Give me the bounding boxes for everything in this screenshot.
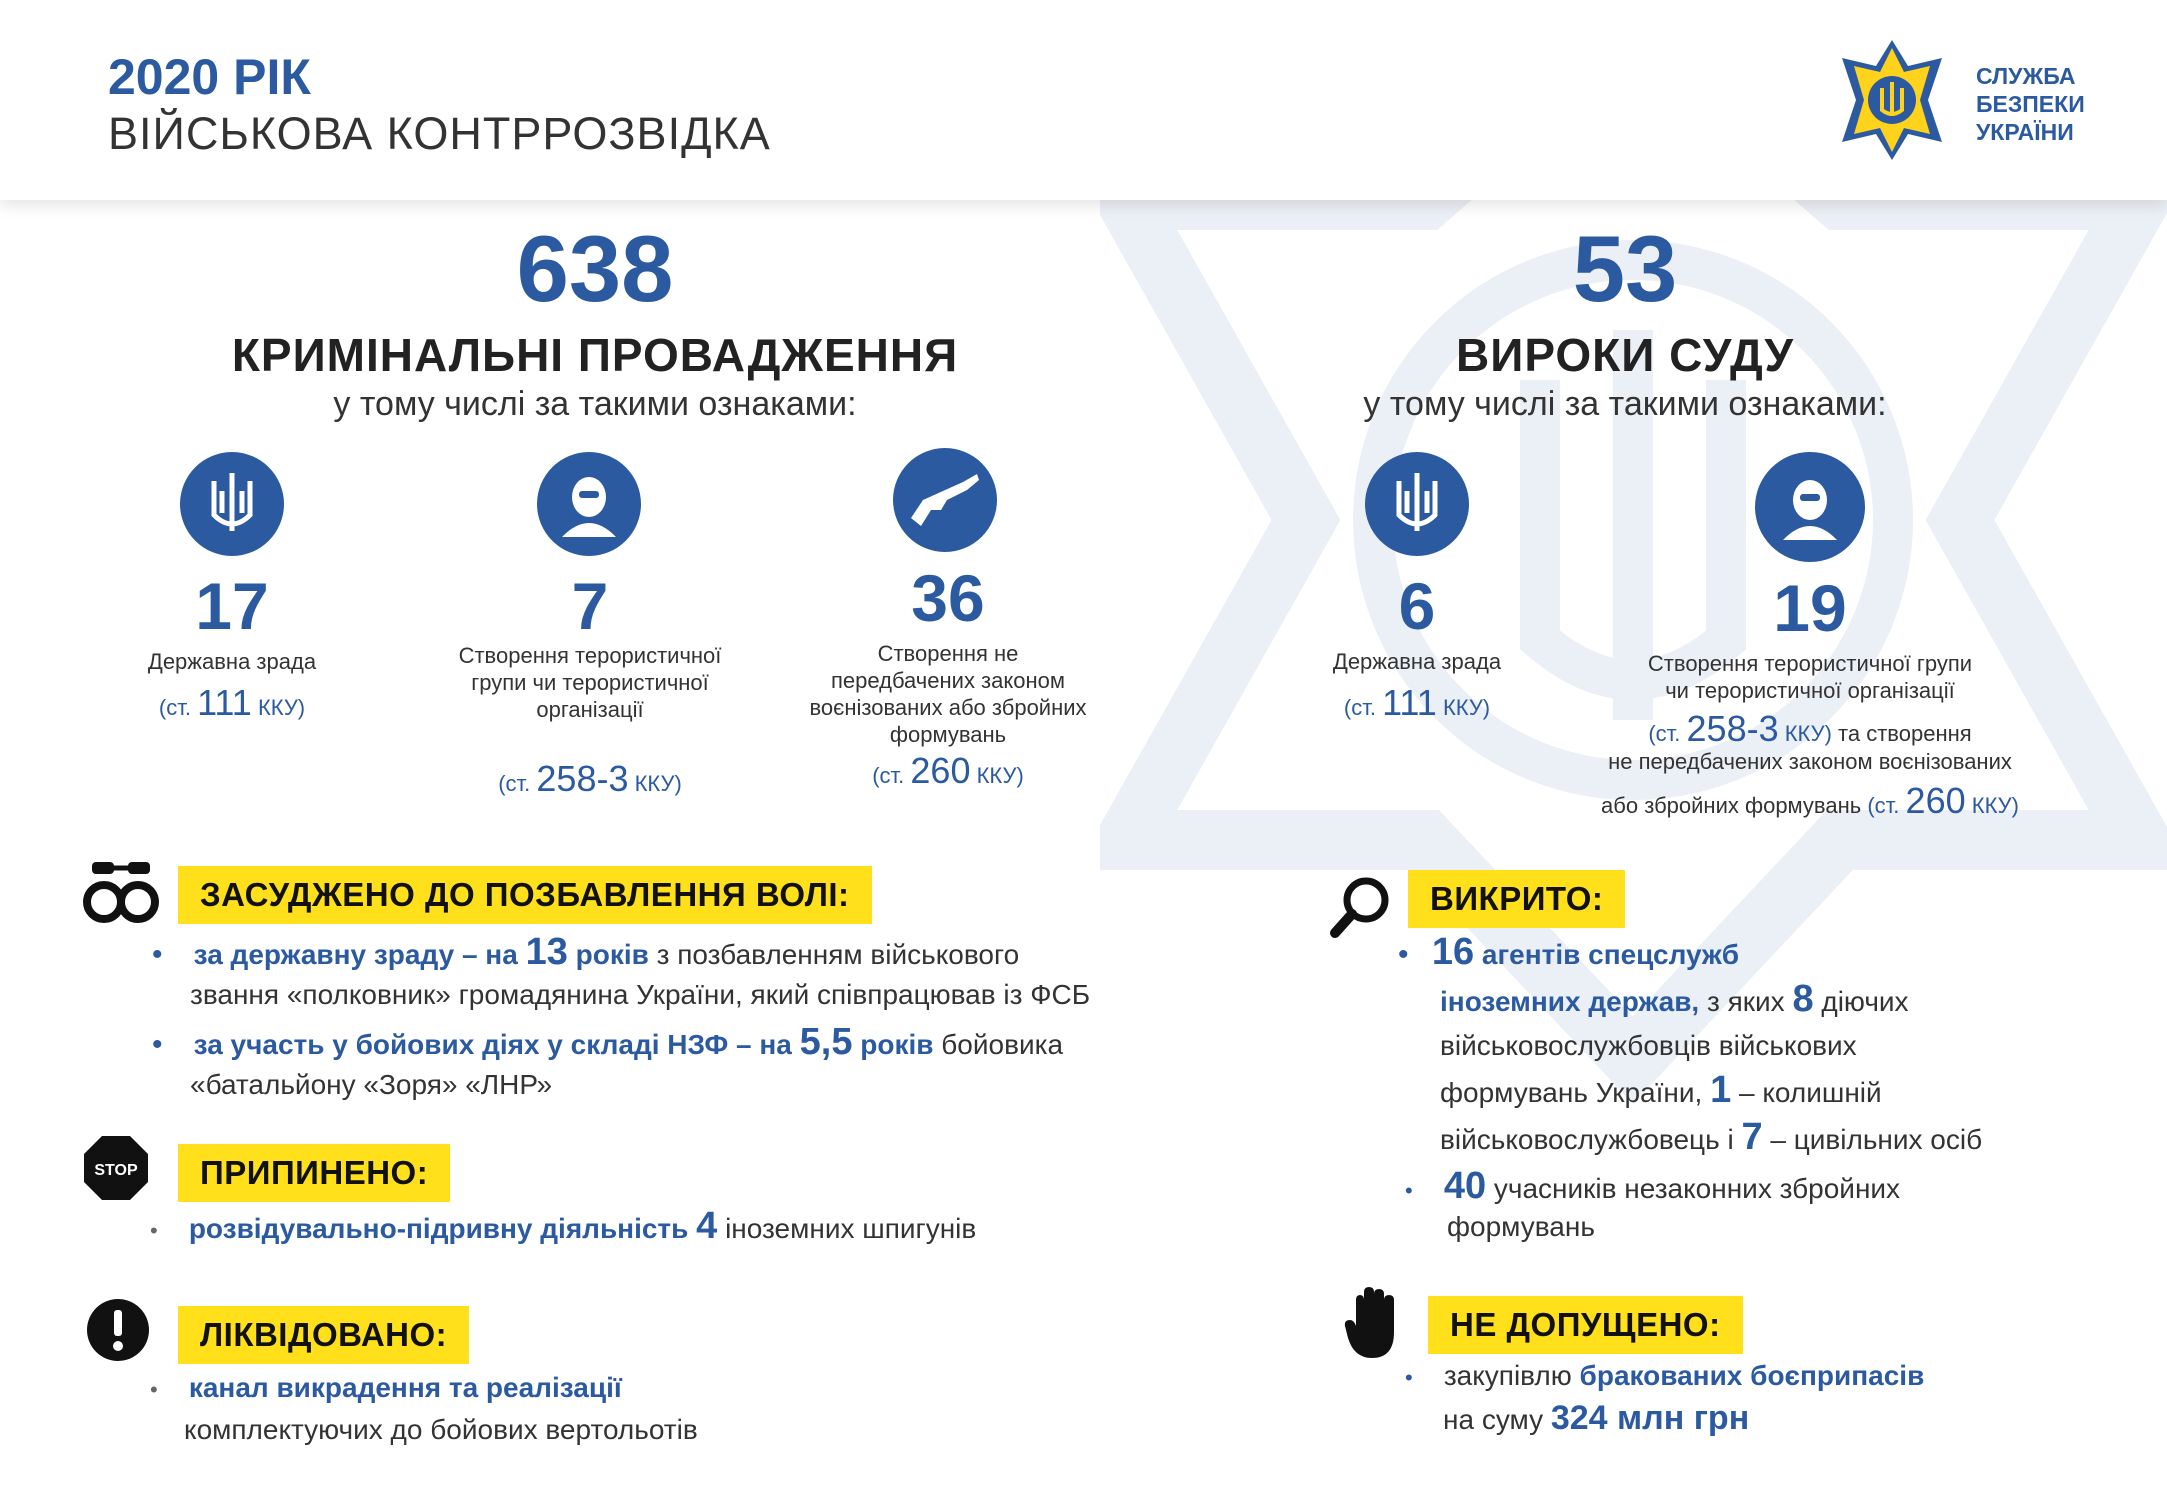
convicted-item [152, 1022, 1202, 1105]
stat-label: Державна зрада [1332, 649, 1502, 674]
sbu-logo-icon [1822, 36, 1962, 164]
bullet: • [1405, 1178, 1413, 1203]
emphasis: за державну зраду [193, 939, 455, 970]
stat-value: 7 [571, 569, 609, 643]
text: військовослужбовець і [1440, 1124, 1734, 1155]
stat-label: Створення не передбачених законом воєнізованих або збройних формувань [809, 641, 1087, 747]
rifle-icon [893, 448, 997, 552]
text: на суму [1443, 1404, 1544, 1435]
exposed-title: ВИКРИТО: [1408, 870, 1625, 928]
stat-label: Державна зрада [147, 649, 317, 674]
art-suffix: ККУ) [257, 695, 306, 720]
emphasis: років [860, 1029, 934, 1060]
art-prefix: (ст. [872, 763, 905, 788]
value: 5,5 [799, 1021, 853, 1063]
emphasis: розвідувально-підривну діяльність [188, 1213, 689, 1244]
stat-label [1560, 650, 2060, 704]
criminal-cases-title: КРИМІНАЛЬНІ ПРОВАДЖЕННЯ [231, 329, 959, 381]
criminal-cases-total: 638 [516, 216, 674, 321]
bullet: • [152, 1028, 163, 1061]
trident-icon [1365, 452, 1469, 556]
art-suffix: ККУ) [1784, 721, 1832, 746]
stat-value: 6 [1398, 569, 1436, 643]
court-verdicts-total: 53 [1572, 216, 1678, 321]
art-prefix: (ст. [158, 695, 191, 720]
label-line: Створення терористичної групи [1647, 651, 1973, 676]
value: 7 [1741, 1116, 1763, 1158]
emphasis: іноземних держав, [1440, 986, 1700, 1017]
value: 4 [696, 1205, 718, 1247]
art-suffix: ККУ) [1971, 793, 2019, 818]
prevented-title: НЕ ДОПУЩЕНО: [1428, 1296, 1743, 1354]
year-title: 2020 РІК [108, 49, 311, 105]
art-number: 111 [197, 682, 252, 723]
stat-label: Створення терористичної групи чи терористичної організації [458, 643, 722, 722]
text: – колишній [1739, 1077, 1882, 1108]
logo-line: БЕЗПЕКИ [1976, 91, 2085, 117]
label-extra: не передбачених законом воєнізованих [1608, 749, 2012, 774]
stopped-title: ПРИПИНЕНО: [178, 1144, 450, 1202]
text: комплектуючих до бойових вертольотів [184, 1414, 698, 1445]
value: 40 [1443, 1165, 1487, 1207]
logo-line: УКРАЇНИ [1976, 119, 2074, 145]
stat-article [1560, 708, 2060, 750]
art-prefix: (ст. [498, 771, 531, 796]
bullet: • [152, 938, 163, 971]
stat-value: 17 [195, 569, 269, 643]
stop-hand-icon [1344, 1286, 1406, 1360]
trident-icon [180, 452, 284, 556]
stat-value: 19 [1773, 571, 1847, 645]
art-suffix: ККУ) [976, 763, 1024, 788]
convicted-item [152, 932, 1202, 1015]
value: 1 [1710, 1069, 1732, 1111]
art-suffix: ККУ) [1442, 695, 1491, 720]
bullet: • [1405, 1365, 1413, 1390]
text: діючих [1821, 986, 1909, 1017]
liquidated-item [150, 1368, 1200, 1450]
convicted-title: ЗАСУДЖЕНО ДО ПОЗБАВЛЕННЯ ВОЛІ: [178, 866, 872, 924]
art-prefix: (ст. [1867, 793, 1900, 818]
exclamation-icon [86, 1298, 150, 1362]
text: формувань [1447, 1211, 1595, 1242]
text: іноземних шпигунів [725, 1213, 977, 1244]
balaclava-icon [537, 452, 641, 556]
art-number: 260 [1905, 780, 1966, 821]
stopped-item [150, 1206, 1200, 1251]
text: з яких [1707, 986, 1785, 1017]
label-line: чи терористичної організації [1665, 678, 1955, 703]
stat-article [1267, 682, 1567, 724]
value: 16 [1431, 931, 1475, 973]
value: 8 [1792, 978, 1814, 1020]
label-extra: та створення [1838, 721, 1972, 746]
art-number: 260 [910, 750, 971, 791]
emphasis: канал викрадення та реалізації [188, 1372, 622, 1403]
logo-line: СЛУЖБА [1976, 63, 2076, 89]
stop-sign-icon [82, 1134, 150, 1202]
text: формувань України, [1440, 1077, 1703, 1108]
prevented-item [1405, 1356, 2105, 1440]
page-subtitle: ВІЙСЬКОВА КОНТРРОЗВІДКА [108, 108, 771, 159]
art-prefix: (ст. [1648, 721, 1681, 746]
art-prefix: (ст. [1343, 695, 1376, 720]
emphasis: агентів спецслужб [1481, 939, 1740, 970]
text: бойовика [941, 1029, 1064, 1060]
text: – цивільних осіб [1770, 1124, 1983, 1155]
emphasis: за участь у бойових діях у складі НЗФ [193, 1029, 729, 1060]
emphasis: – на [461, 939, 518, 970]
text: з позбавленням військового [656, 939, 1020, 970]
balaclava-icon [1755, 452, 1865, 562]
magnifier-icon [1330, 876, 1392, 938]
stat-article [1560, 780, 2060, 822]
stat-article [798, 750, 1098, 792]
handcuffs-icon [82, 856, 160, 926]
text: «батальйону «Зоря» «ЛНР» [190, 1069, 553, 1100]
art-number: 258-3 [536, 758, 629, 799]
label-extra: або збройних формувань [1601, 793, 1862, 818]
court-verdicts-subtitle: у тому числі за такими ознаками: [1363, 385, 1887, 423]
text: звання «полковник» громадянина України, який співпрацював із ФСБ [190, 979, 1091, 1010]
stat-value: 36 [911, 561, 985, 635]
bullet: • [150, 1218, 158, 1243]
art-number: 111 [1382, 682, 1437, 723]
art-suffix: ККУ) [634, 771, 682, 796]
court-verdicts-title: ВИРОКИ СУДУ [1456, 329, 1794, 381]
emphasis: бракованих боєприпасів [1579, 1360, 1925, 1391]
sbu-logo-text [1976, 62, 2085, 146]
criminal-cases-subtitle: у тому числі за такими ознаками: [333, 385, 857, 423]
stop-sign-text: STOP [94, 1162, 138, 1179]
emphasis: – на [736, 1029, 792, 1060]
stat-article [440, 758, 740, 800]
art-number: 258-3 [1686, 708, 1779, 749]
value: 13 [525, 931, 568, 973]
text: закупівлю [1443, 1360, 1572, 1391]
bullet: • [150, 1377, 158, 1402]
emphasis: років [575, 939, 649, 970]
liquidated-title: ЛІКВІДОВАНО: [178, 1306, 469, 1364]
bullet: • [1398, 938, 1409, 971]
text: учасників незаконних збройних [1493, 1173, 1901, 1204]
value: 324 млн грн [1550, 1399, 1750, 1437]
text: військовослужбовців військових [1440, 1030, 1857, 1061]
stat-article [82, 682, 382, 724]
exposed-item [1398, 930, 2098, 1162]
exposed-item [1405, 1165, 2105, 1245]
